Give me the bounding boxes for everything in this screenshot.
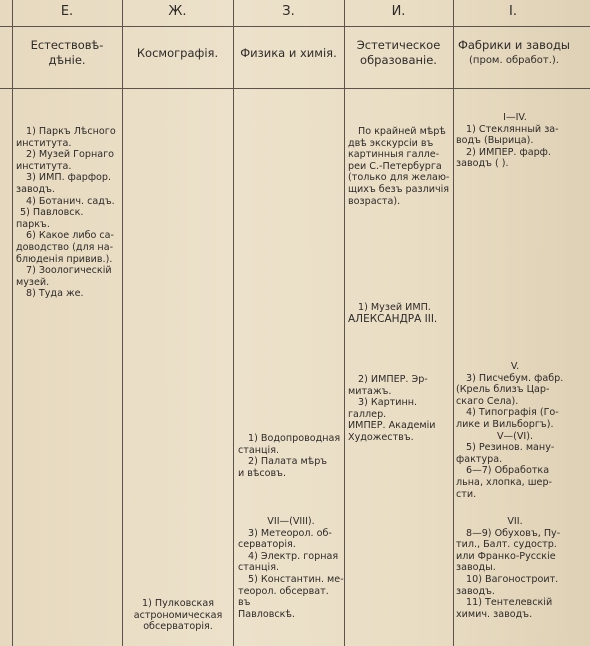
column-heading-f — [453, 38, 575, 68]
entry-line: VII. — [507, 516, 523, 527]
column-rule-1 — [12, 0, 13, 646]
entry-line: 4) Электр. горная — [248, 550, 339, 562]
entry-line: станція. — [238, 562, 280, 574]
entry-line: 1) Музей ИМП. — [358, 302, 431, 313]
entry-line: музей. — [16, 276, 50, 288]
entry-line: 1) Водопроводная — [248, 433, 341, 444]
entry-line: щихъ безъ различія — [348, 183, 450, 195]
entry-line: астрономическая — [133, 609, 223, 621]
column-z-entries-b — [238, 516, 344, 620]
column-letter-f: І. — [509, 4, 517, 19]
entry-line: 1) Паркъ Лѣсного — [26, 126, 116, 137]
entry-line: I—IV. — [503, 112, 527, 123]
column-i-entries-c — [348, 374, 452, 444]
entry-line: института. — [16, 160, 72, 172]
entry-line: V—(VI). — [496, 430, 534, 442]
entry-line: 5) Резинов. ману- — [466, 442, 555, 454]
column-f-entries-b — [456, 361, 574, 500]
entry-line: 6) Какое либо са- — [26, 230, 115, 242]
column-f-entries-a — [456, 112, 574, 170]
entry-line: заводы. — [456, 562, 496, 574]
entry-line: института. — [16, 137, 72, 149]
column-heading-e — [12, 38, 122, 68]
entry-line: 3) Картинн. галлер. — [348, 397, 418, 420]
heading-line: Эстетическое — [356, 38, 441, 52]
column-letter-e: Е. — [60, 4, 74, 19]
entry-line: 2) Музей Горнаго — [26, 149, 115, 161]
column-rule-5 — [453, 0, 454, 646]
column-letter-z: З. — [282, 4, 295, 19]
entry-line: АЛЕКСАНДРА III. — [348, 312, 438, 325]
entry-line: 2) ИМПЕР. фарф. — [466, 146, 551, 158]
entry-line: заводъ. — [16, 183, 55, 195]
column-zh-entries — [124, 598, 232, 633]
entry-line: теорол. обсерват. въ — [238, 585, 329, 609]
header-rule-bottom — [0, 88, 590, 89]
column-i-entries-a — [348, 126, 452, 207]
entry-line: По крайней мѣрѣ — [358, 126, 446, 137]
heading-line: Естествовѣ- — [30, 38, 104, 52]
entry-line: обсерваторія. — [143, 621, 213, 633]
heading-line: Фабрики и заводы — [457, 38, 571, 52]
entry-line: картинныя галле- — [348, 149, 440, 161]
entry-line: 8—9) Обуховъ, Пу- — [466, 527, 561, 539]
entry-line: VII—(VIII). — [267, 516, 315, 527]
column-rule-4 — [344, 0, 345, 646]
column-rule-3 — [233, 0, 234, 646]
entry-line: 3) Писчебум. фабр. — [466, 372, 564, 384]
entry-line: водъ (Вырица). — [456, 135, 534, 147]
entry-line: доводство (для на- — [16, 241, 114, 253]
entry-line: лике и Вильборгъ). — [456, 418, 554, 430]
entry-line: сти. — [456, 488, 477, 500]
entry-line: 5) Константин. ме- — [248, 573, 344, 585]
column-heading-i — [344, 38, 453, 68]
entry-line: 8) Туда же. — [26, 288, 84, 300]
entry-line: возраста). — [348, 195, 401, 207]
column-e-entries — [16, 126, 120, 300]
column-heading-z — [233, 46, 344, 61]
heading-line: дѣніе. — [48, 53, 86, 67]
entry-line: 1) Стеклянный за- — [466, 123, 559, 135]
entry-line: заводъ. — [456, 585, 495, 597]
entry-line: двѣ экскурсіи въ — [348, 137, 434, 149]
entry-line: V. — [510, 361, 520, 372]
entry-line: 2) Палата мѣръ — [248, 456, 328, 468]
entry-line: тил., Балт. судостр. — [456, 539, 557, 551]
entry-line: (только для желаю- — [348, 172, 450, 184]
entry-line: Павловскѣ. — [238, 608, 295, 620]
entry-line: 7) Зоологическій — [26, 265, 112, 277]
entry-line: Художествъ. — [348, 431, 414, 443]
heading-subtitle: (пром. обработ.). — [469, 55, 559, 66]
entry-line: или Франко-Русскіе — [456, 550, 556, 562]
column-rule-2 — [122, 0, 123, 646]
column-letter-i: И. — [391, 4, 406, 19]
entry-line: блюденія привив.). — [16, 253, 113, 265]
entry-line: 6—7) Обработка — [466, 465, 550, 477]
entry-line: химич. заводъ. — [456, 608, 533, 620]
entry-line: 2) ИМПЕР. Эр- — [358, 374, 428, 385]
column-f-entries-c — [456, 516, 574, 620]
entry-line: и вѣсовъ. — [238, 467, 287, 479]
entry-line: ИМПЕР. Академіи — [348, 420, 436, 432]
column-z-entries-a — [238, 433, 342, 479]
entry-line: 1) Пулковская — [142, 598, 214, 609]
header-rule-top — [0, 26, 590, 27]
heading-line: образованіе. — [360, 53, 437, 67]
entry-line: 4) Типографія (Го- — [466, 407, 559, 419]
entry-line: льна, хлопка, шер- — [456, 476, 552, 488]
entry-line: станція. — [238, 444, 280, 456]
entry-line: 3) ИМП. фарфор. — [26, 172, 112, 184]
entry-line: 3) Метеорол. об- — [248, 527, 332, 539]
entry-line: 5) Павловск. паркъ. — [16, 207, 84, 230]
entry-line: митажъ. — [348, 385, 392, 397]
column-letter-zh: Ж. — [168, 4, 187, 19]
entry-line: реи С.-Петербурга — [348, 160, 442, 172]
column-i-entries-b — [348, 302, 452, 325]
column-heading-zh — [122, 46, 233, 61]
heading-line: Физика и химія. — [240, 46, 337, 60]
entry-line: фактура. — [456, 453, 503, 465]
entry-line: скаго Села). — [456, 395, 519, 407]
entry-line: 10) Вагоностроит. — [466, 573, 559, 585]
entry-line: серваторія. — [238, 539, 296, 551]
entry-line: 11) Тентелевскій — [466, 597, 553, 609]
entry-line: заводъ ( ). — [456, 158, 509, 170]
entry-line: (Крель близъ Цар- — [456, 384, 550, 396]
entry-line: 4) Ботанич. садъ. — [26, 195, 115, 207]
heading-line: Космографія. — [136, 46, 219, 60]
